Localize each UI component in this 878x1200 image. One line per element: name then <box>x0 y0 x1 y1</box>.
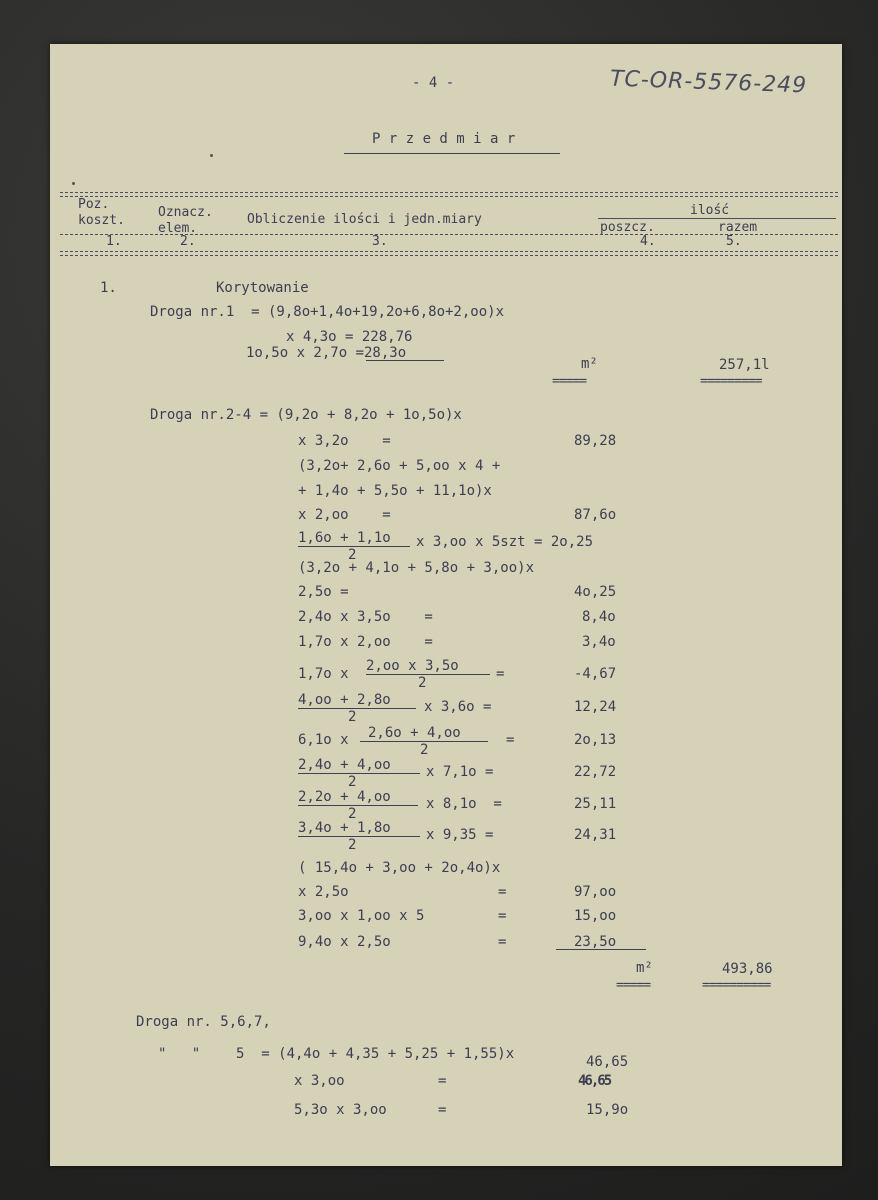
fraction-denominator: 2 <box>420 742 429 758</box>
header-rule-mid <box>60 234 838 235</box>
droga2-value10: 3,4o <box>582 634 616 650</box>
droga2-value11: -4,67 <box>574 666 617 682</box>
title-underline <box>344 153 560 154</box>
droga1-line3: 1o,5o x 2,7o =28,3o <box>246 345 407 361</box>
droga5-value1: 46,65 <box>586 1054 629 1070</box>
droga2-line4: + 1,4o + 5,5o + 11,1o)x <box>298 483 492 499</box>
fraction-bar <box>298 773 420 774</box>
droga2-frac5-rest: x 7,1o = <box>426 764 494 780</box>
droga5-ditto: " " <box>158 1046 201 1062</box>
droga2-value16: 24,31 <box>574 827 617 843</box>
droga2-line13-pre: 6,1o x <box>298 732 349 748</box>
droga5-value3: 15,9o <box>586 1102 629 1118</box>
droga2-value13: 2o,13 <box>574 732 617 748</box>
droga2-line3: (3,2o+ 2,6o + 5,oo x 4 + <box>298 458 501 474</box>
droga2-frac7-rest: x 9,35 = <box>426 827 494 843</box>
droga2-value15: 25,11 <box>574 796 617 812</box>
droga2-value5: 87,6o <box>574 507 617 523</box>
fraction-denominator: 2 <box>348 709 357 725</box>
paper-speck <box>72 182 75 185</box>
droga2-frac1-rest: x 3,oo x 5szt = 2o,25 <box>416 534 594 550</box>
fraction-denominator: 2 <box>348 774 357 790</box>
droga2-unit-eq: ===== <box>616 978 651 993</box>
droga1-total: 257,1l <box>719 357 770 373</box>
fraction-numerator: 2,4o + 4,oo <box>298 757 391 773</box>
fraction-numerator: 2,2o + 4,oo <box>298 789 391 805</box>
droga2-line17: ( 15,4o + 3,oo + 2o,4o)x <box>298 860 501 876</box>
header-ilosc-rule <box>598 218 836 219</box>
fraction-numerator: 2,6o + 4,oo <box>368 725 461 741</box>
droga5-line1: 5 = (4,4o + 4,35 + 5,25 + 1,55)x <box>236 1046 515 1062</box>
fraction-bar <box>366 674 490 675</box>
archive-signature: TC-OR-5576-249 <box>609 66 808 99</box>
fraction-numerator: 4,oo + 2,8o <box>298 692 391 708</box>
item-number: 1. <box>100 280 117 296</box>
header-col2: Oznacz. elem. <box>158 205 213 236</box>
droga2-value14: 22,72 <box>574 764 617 780</box>
header-num2: 2. <box>180 234 196 249</box>
droga2-total-eq: ========== <box>702 978 771 993</box>
droga2-line18-eq: = <box>498 884 507 900</box>
header-rule-bottom <box>60 251 838 252</box>
droga2-line2: x 3,2o = <box>298 433 391 449</box>
droga2-line18: x 2,5o <box>298 884 349 900</box>
header-rule-top <box>60 192 838 193</box>
paper-speck <box>210 154 213 157</box>
droga2-line9: 2,4o x 3,5o = <box>298 609 433 625</box>
fraction-numerator: 2,oo x 3,5o <box>366 658 459 674</box>
header-col4: poszcz. <box>600 220 655 235</box>
droga5-line3: 5,3o x 3,oo <box>294 1102 387 1118</box>
header-ilosc: ilość <box>690 203 730 218</box>
header-col5: razem <box>718 220 758 235</box>
droga2-line8: 2,5o = <box>298 584 349 600</box>
page-number: - 4 - <box>412 75 455 91</box>
fraction-denominator: 2 <box>348 806 357 822</box>
item-name: Korytowanie <box>216 280 309 296</box>
droga2-value18: 97,oo <box>574 884 617 900</box>
droga2-line1: Droga nr.2-4 = (9,2o + 8,2o + 1o,5o)x <box>150 407 462 423</box>
droga1-unit-eq: ===== <box>552 374 587 389</box>
header-num4: 4. <box>640 234 656 249</box>
droga2-frac6-rest: x 8,1o = <box>426 796 502 812</box>
droga2-line19: 3,oo x 1,oo x 5 <box>298 908 425 924</box>
droga5-value2-overtyped: 46,65 <box>578 1073 611 1089</box>
droga2-line20-eq: = <box>498 934 507 950</box>
droga1-line2: x 4,3o = 228,76 <box>286 329 413 345</box>
droga1-unit: m² <box>581 356 598 372</box>
droga2-frac3-rest: x 3,6o = <box>424 699 492 715</box>
header-rule-top-2 <box>60 196 838 197</box>
fraction-numerator: 1,6o + 1,1o <box>298 530 391 546</box>
droga2-value20: 23,5o <box>574 934 617 950</box>
fraction-denominator: 2 <box>418 675 427 691</box>
fraction-bar <box>298 836 420 837</box>
document-page <box>50 44 842 1166</box>
droga2-value8: 4o,25 <box>574 584 617 600</box>
header-col3: Obliczenie ilości i jedn.miary <box>247 212 482 227</box>
header-rule-bottom-2 <box>60 255 838 256</box>
droga5-line3-eq: = <box>438 1102 447 1118</box>
droga2-line20: 9,4o x 2,5o <box>298 934 391 950</box>
droga2-total: 493,86 <box>722 961 773 977</box>
droga2-value19: 15,oo <box>574 908 617 924</box>
header-num5: 5. <box>726 234 742 249</box>
droga5-heading: Droga nr. 5,6,7, <box>136 1014 271 1030</box>
droga1-underline <box>366 360 444 361</box>
droga1-total-eq: ========= <box>700 374 762 389</box>
fraction-denominator: 2 <box>348 837 357 853</box>
droga1-line1: Droga nr.1 = (9,8o+1,4o+19,2o+6,8o+2,oo)x <box>150 304 505 320</box>
header-num3: 3. <box>372 234 388 249</box>
droga2-line10: 1,7o x 2,oo = <box>298 634 433 650</box>
droga2-unit: m² <box>636 960 653 976</box>
droga5-line2: x 3,oo <box>294 1073 345 1089</box>
droga2-value9: 8,4o <box>582 609 616 625</box>
fraction-bar <box>298 805 418 806</box>
droga5-line2-eq: = <box>438 1073 447 1089</box>
droga2-sum-underline <box>556 949 646 950</box>
fraction-numerator: 3,4o + 1,8o <box>298 820 391 836</box>
fraction-bar <box>298 708 416 709</box>
droga2-line19-eq: = <box>498 908 507 924</box>
fraction-denominator: 2 <box>348 547 357 563</box>
droga2-value2: 89,28 <box>574 433 617 449</box>
header-num1: 1. <box>106 234 122 249</box>
droga2-line13-eq: = <box>506 732 515 748</box>
droga2-line5: x 2,oo = <box>298 507 391 523</box>
droga2-line11-pre: 1,7o x <box>298 666 349 682</box>
droga2-line7: (3,2o + 4,1o + 5,8o + 3,oo)x <box>298 560 535 576</box>
droga2-value12: 12,24 <box>574 699 617 715</box>
header-col1: Poz. koszt. <box>78 197 125 228</box>
droga2-line11-eq: = <box>496 666 505 682</box>
page-title: P r z e d m i a r <box>372 131 516 147</box>
